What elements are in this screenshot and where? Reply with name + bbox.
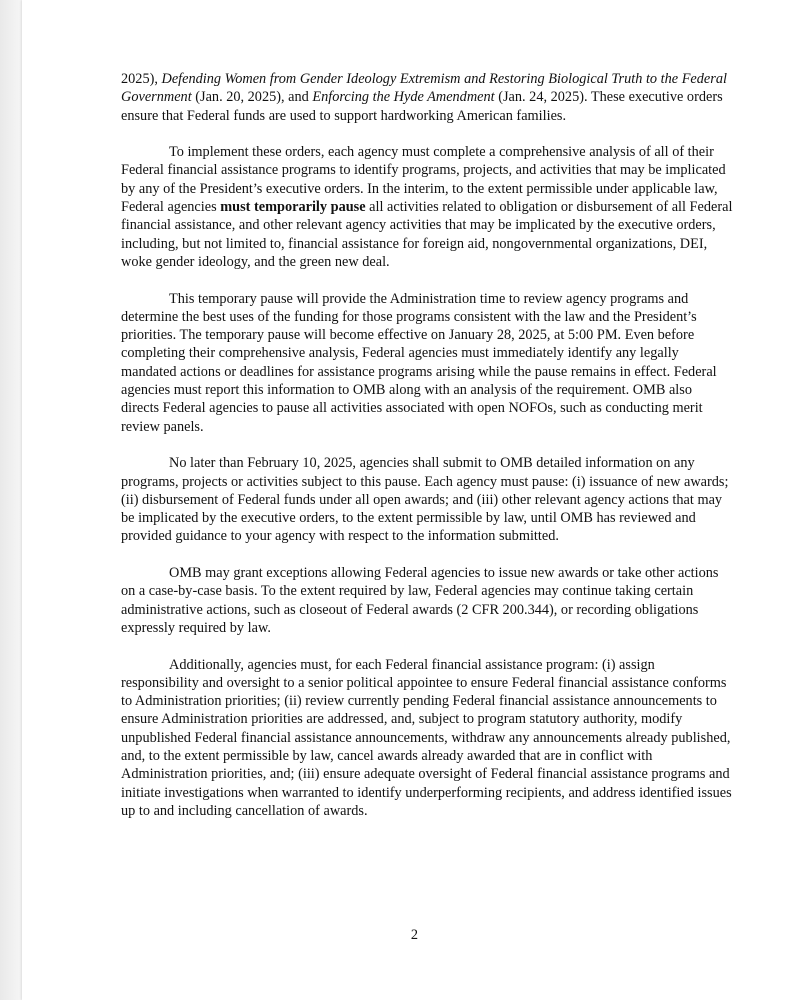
paragraph-implementation (121, 143, 733, 271)
paragraph-text: all activities related to obligation or disbursement of all Federal financial assistance, and other relevant agency activities that may be implicated by the executive orders, including, but not limited to, financial assistance for foreign aid, nongovernmental organizations, DEI, woke gender ideology, and the green new deal. (121, 199, 733, 270)
paragraph-deadline: No later than February 10, 2025, agencies shall submit to OMB detailed information on any programs, projects or activities subject to this pause. Each agency must pause: (i) issuance of new awards; (ii) disbursement of Federal funds under all open awards; and (iii) other relevant agency actions that may be implicated by the executive orders, to the extent permissible by law, until OMB has reviewed and provided guidance to your agency with respect to the information submitted. (121, 455, 729, 545)
paragraph-text: 2025), (121, 71, 162, 87)
document-page (22, 0, 807, 1000)
paragraph-temporary-pause: This temporary pause will provide the Administration time to review agency programs and determine the best uses of the funding for those programs consistent with the law and the President’s priorities. The temporary pause will become effective on January 28, 2025, at 5:00 PM. Even before completing their comprehensive analysis, Federal agencies must immediately identify any legally mandated actions or deadlines for assistance programs arising while the pause remains in effect. Federal agencies must report this information to OMB along with an analysis of the requirement. OMB also directs Federal agencies to pause all activities associated with open NOFOs, such as conducting merit review panels. (121, 290, 717, 435)
paragraph-executive-orders (121, 70, 733, 125)
paragraph-text: (Jan. 20, 2025), and (191, 89, 313, 106)
page-number: 2 (410, 927, 419, 943)
paragraph-text: (Jan. 24, 2025). These executive orders ensure that Federal funds are used to support hardworking American families. (121, 89, 723, 124)
document-body (121, 70, 733, 838)
paragraph-exceptions: OMB may grant exceptions allowing Federal agencies to issue new awards or take other actions on a case-by-case basis. To the extent required by law, Federal agencies may continue taking certain administrative actions, such as closeout of Federal awards (2 CFR 200.344), or recording obligations expressly required by law. (121, 565, 719, 636)
bold-emphasis: must temporarily pause (220, 199, 366, 216)
order-title-defending-women: Defending Women from Gender Ideology Extremism and Restoring Biological Truth to the Federal Government (121, 71, 727, 106)
paragraph-text: To implement these orders, each agency must complete a comprehensive analysis of all of their Federal financial assistance programs to identify programs, projects, and activities that may be implicated by any of the President’s executive orders. In the interim, to the extent permissible under applicable law, Federal agencies (121, 144, 726, 216)
paragraph-oversight: Additionally, agencies must, for each Federal financial assistance program: (i) assign responsibility and oversight to a senior political appointee to ensure Federal financial assistance conforms to Administration priorities; (ii) review currently pending Federal financial assistance announcements to ensure Administration priorities are addressed, and, subject to program statutory authority, modify unpublished Federal financial assistance announcements, withdraw any announcements already published, and, to the extent permissible by law, cancel awards already awarded that are in conflict with Administration priorities, and; (iii) ensure adequate oversight of Federal financial assistance programs and initiate investigations when warranted to identify underperforming recipients, and address identified issues up to and including cancellation of awards. (121, 656, 732, 819)
order-title-hyde-amendment: Enforcing the Hyde Amendment (312, 89, 495, 106)
page-shadow-edge (0, 0, 22, 1000)
